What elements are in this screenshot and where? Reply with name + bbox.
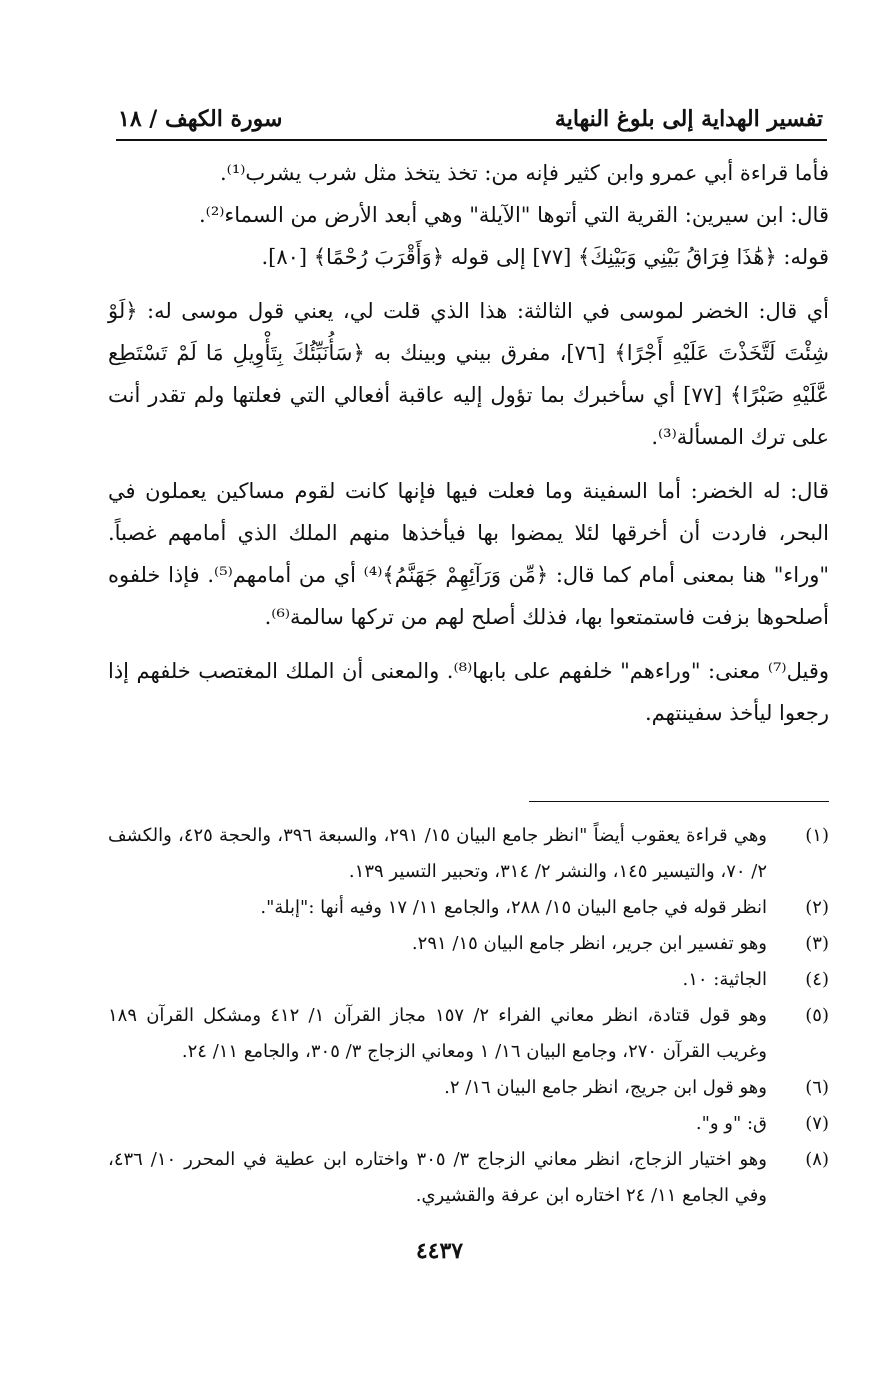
footnote-text: الجاثية: ١٠. bbox=[682, 969, 767, 990]
footnote-number: (٦) bbox=[805, 1077, 829, 1098]
footnote-text: وهو اختيار الزجاج، انظر معاني الزجاج ٣/ ٣٠٥ واختاره ابن عطية في المحرر ١٠/ ٤٣٦، وفي الجامع ١١/ ٢٤ اختاره ابن عرفة والقشيري. bbox=[108, 1149, 767, 1206]
footnote-text: وهو قول ابن جريج، انظر جامع البيان ١٦/ ٢. bbox=[444, 1077, 767, 1098]
paragraph: قال: له الخضر: أما السفينة وما فعلت فيها فإنها كانت لقوم مساكين يعملون في البحر، فاردت أن أخرقها لئلا يمضوا بها فيأخذها منهم الملك الذي أمامهم غصباً. "وراء" هنا بمعنى أمام كما قال: ﴿مِّن وَرَآئِهِمْ جَهَنَّمُ﴾⁽⁴⁾ أي من أمامهم⁽⁵⁾. فإذا خلفوه أصلحوها بزفت فاستمتعوا بها، فذلك أصلح لهم من تركها سالمة⁽⁶⁾. bbox=[108, 479, 830, 629]
footnote-number: (٢) bbox=[805, 897, 829, 918]
footnote-number: (٣) bbox=[805, 933, 829, 954]
book-title: تفسير الهداية إلى بلوغ النهاية bbox=[554, 106, 823, 132]
footnote bbox=[108, 818, 829, 890]
footnote bbox=[108, 962, 829, 998]
footnote-number: (٥) bbox=[805, 1005, 829, 1026]
footnote-text: وهو قول قتادة، انظر معاني الفراء ٢/ ١٥٧ مجاز القرآن ١/ ٤١٢ ومشكل القرآن ١٨٩ وغريب القرآن ٢٧٠، وجامع البيان ١٦/ ١ ومعاني الزجاج ٣/ ٣٠٥، والجامع ١١/ ٢٤. bbox=[108, 1005, 767, 1062]
page-number: ٤٤٣٧ bbox=[415, 1238, 464, 1264]
footnote bbox=[108, 890, 829, 926]
footnote-text: وهو تفسير ابن جرير، انظر جامع البيان ١٥/ ٢٩١. bbox=[411, 933, 767, 954]
footnote-text: وهي قراءة يعقوب أيضاً "انظر جامع البيان ١٥/ ٢٩١، والسبعة ٣٩٦، والحجة ٤٢٥، والكشف ٢/ ٧٠، والتيسير ١٤٥، والنشر ٢/ ٣١٤، وتحبير التسير ١٣٩. bbox=[108, 825, 767, 882]
paragraph: فأما قراءة أبي عمرو وابن كثير فإنه من: تخذ يتخذ مثل شرب يشرب⁽¹⁾. bbox=[219, 161, 829, 185]
header-rule bbox=[116, 139, 827, 141]
footnote-text: ق: "و و". bbox=[695, 1113, 767, 1134]
paragraph: قال: ابن سيرين: القرية التي أتوها "الآيلة" وهي أبعد الأرض من السماء⁽²⁾. bbox=[198, 203, 829, 227]
footnote bbox=[108, 926, 829, 962]
footnote-separator bbox=[529, 801, 829, 802]
footnote-number: (١) bbox=[805, 825, 829, 846]
paragraph: قوله: ﴿هَٰذَا فِرَاقُ بَيْنِي وَبَيْنِكَ﴾ [٧٧] إلى قوله ﴿وَأَقْرَبَ رُحْمًا﴾ [٨٠]. bbox=[261, 245, 829, 269]
main-text bbox=[108, 152, 829, 746]
footnote-number: (٧) bbox=[805, 1113, 829, 1134]
footnotes bbox=[108, 818, 829, 1214]
footnote bbox=[108, 1142, 829, 1214]
footnote bbox=[108, 1106, 829, 1142]
paragraph: وقيل⁽⁷⁾ معنى: "وراءهم" خلفهم على بابها⁽⁸⁾. والمعنى أن الملك المغتصب خلفهم إذا رجعوا ليأخذ سفينتهم. bbox=[108, 659, 829, 725]
footnote bbox=[108, 998, 829, 1070]
footnote-text: انظر قوله في جامع البيان ١٥/ ٢٨٨، والجامع ١١/ ١٧ وفيه أنها :"إبلة". bbox=[260, 897, 767, 918]
paragraph: أي قال: الخضر لموسى في الثالثة: هذا الذي قلت لي، يعني قول موسى له: ﴿لَوْ شِئْتَ لَتَّخَذْتَ عَلَيْهِ أَجْرًا﴾ [٧٦]، مفرق بيني وبينك به ﴿سَأُنَبِّئُكَ بِتَأْوِيلِ مَا لَمْ تَسْتَطِع عَّلَيْهِ صَبْرًا﴾ [٧٧] أي سأخبرك بما تؤول إليه عاقبة أفعالي التي فعلتها ولم تقدر أنت على ترك المسألة⁽³⁾. bbox=[108, 299, 830, 449]
footnote bbox=[108, 1070, 829, 1106]
footnote-number: (٤) bbox=[805, 969, 829, 990]
footnote-number: (٨) bbox=[805, 1149, 829, 1170]
running-header bbox=[118, 92, 823, 132]
surah-label: سورة الكهف / ١٨ bbox=[118, 106, 283, 132]
